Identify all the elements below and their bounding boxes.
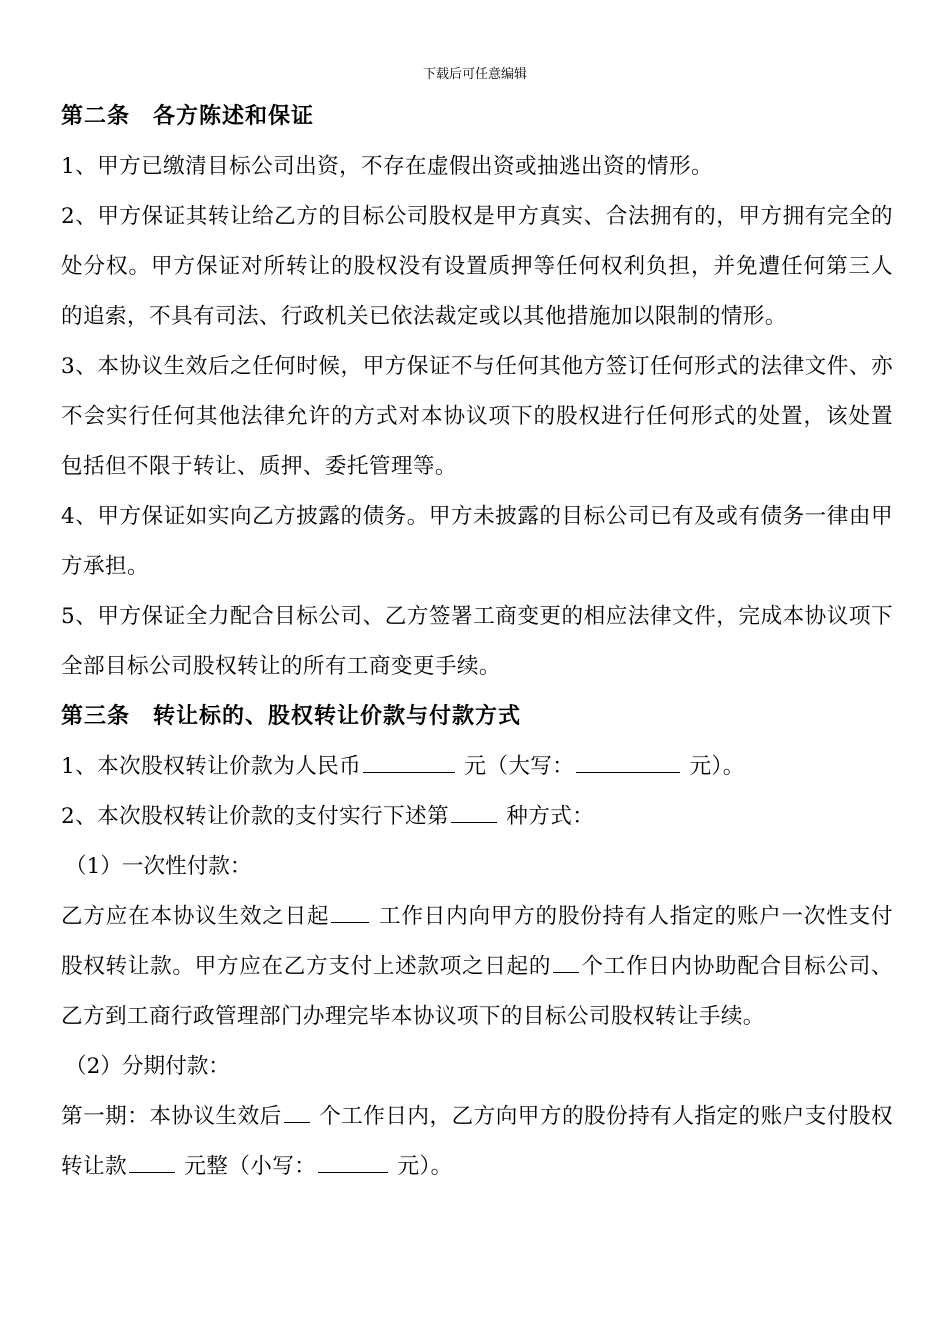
first-period-lowercase-blank: [318, 1152, 388, 1173]
header-note: 下载后可任意编辑: [422, 67, 527, 82]
article-2-clause-2: 2、甲方保证其转让给乙方的目标公司股权是甲方真实、合法拥有的，甲方拥有完全的处分权。甲方保证对所转让的股权没有设置质押等任何权利负担，并免遭任何第三人的追索，不具有司法、行政机关已依法裁定或以其他措施加以限制的情形。: [61, 204, 893, 329]
article-3-clause-2: 2、本次股权转让价款的支付实行下述第 种方式：: [61, 804, 595, 829]
first-period-days-blank: [284, 1102, 310, 1123]
option-2-label: （2）分期付款：: [65, 1054, 230, 1079]
workdays-blank: [331, 902, 369, 923]
article-2-clause-4: 4、甲方保证如实向乙方披露的债务。甲方未披露的目标公司已有及或有债务一律由甲方承担。: [61, 504, 893, 579]
price-amount-blank: [363, 752, 455, 773]
price-uppercase-blank: [576, 752, 680, 773]
article-2-title: 第二条 各方陈述和保证: [61, 104, 315, 129]
article-3-title: 第三条 转让标的、股权转让价款与付款方式: [61, 704, 522, 729]
payment-method-blank: [451, 802, 497, 823]
article-2-clause-1: 1、甲方已缴清目标公司出资，不存在虚假出资或抽逃出资的情形。: [61, 154, 713, 179]
document-body: [61, 92, 893, 1192]
article-3-clause-1: 1、本次股权转让价款为人民币 元（大写： 元）。: [61, 754, 745, 779]
option-1-label: （1）一次性付款：: [65, 854, 252, 879]
article-2-clause-5: 5、甲方保证全力配合目标公司、乙方签署工商变更的相应法律文件，完成本协议项下全部目标公司股权转让的所有工商变更手续。: [61, 604, 893, 679]
article-2-clause-3: 3、本协议生效后之任何时候，甲方保证不与任何其他方签订任何形式的法律文件、亦不会实行任何其他法律允许的方式对本协议项下的股权进行任何形式的处置，该处置包括但不限于转让、质押、委托管理等。: [61, 354, 893, 479]
assist-days-blank: [553, 952, 579, 973]
option-2-text: 第一期：本协议生效后 个工作日内，乙方向甲方的股份持有人指定的账户支付股权转让款 元整（小写： 元）。: [61, 1104, 893, 1179]
first-period-amount-blank: [129, 1152, 175, 1173]
option-1-text: 乙方应在本协议生效之日起 工作日内向甲方的股份持有人指定的账户一次性支付股权转让款。甲方应在乙方支付上述款项之日起的 个工作日内协助配合目标公司、乙方到工商行政管理部门办理完毕本协议项下的目标公司股权转让手续。: [61, 904, 893, 1029]
